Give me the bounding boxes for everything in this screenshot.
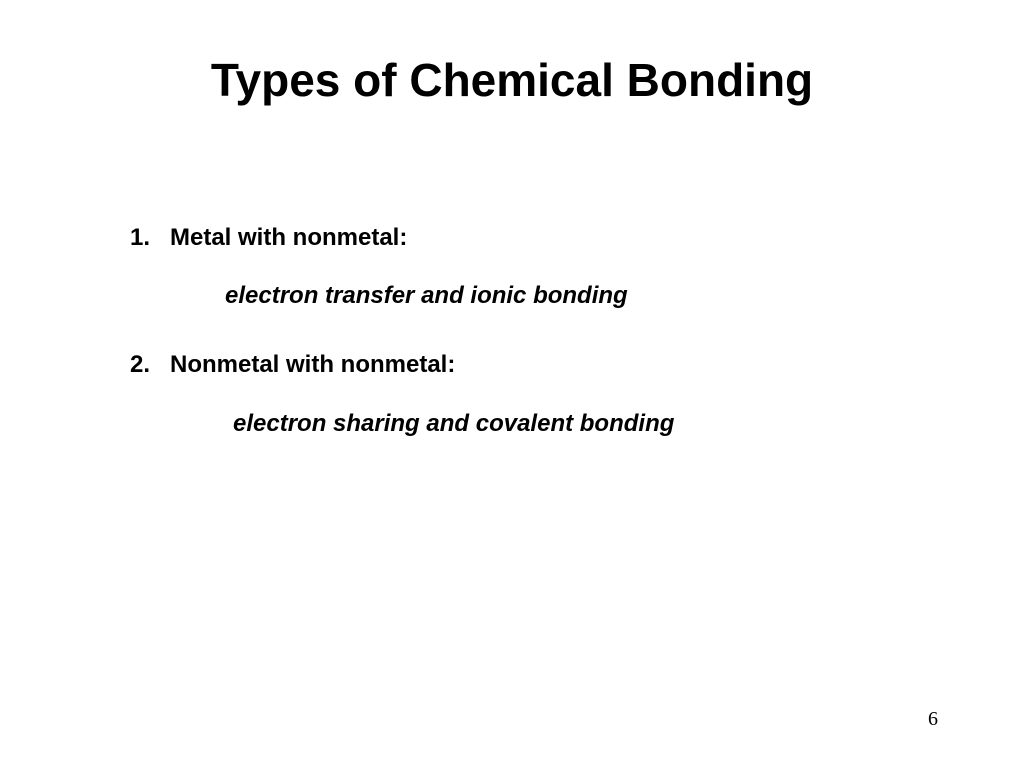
page-number: 6 [928,708,938,730]
slide-title: Types of Chemical Bonding [210,54,814,106]
list-item-label: Metal with nonmetal: [170,224,408,251]
list-item-heading [130,223,407,253]
list-item-number: 2. [130,351,151,378]
list-item-heading [130,350,455,380]
list-item-detail: electron sharing and covalent bonding [233,410,675,437]
list-item-label: Nonmetal with nonmetal: [170,351,456,378]
list-item-detail: electron transfer and ionic bonding [225,282,628,309]
list-item-number: 1. [130,224,151,251]
